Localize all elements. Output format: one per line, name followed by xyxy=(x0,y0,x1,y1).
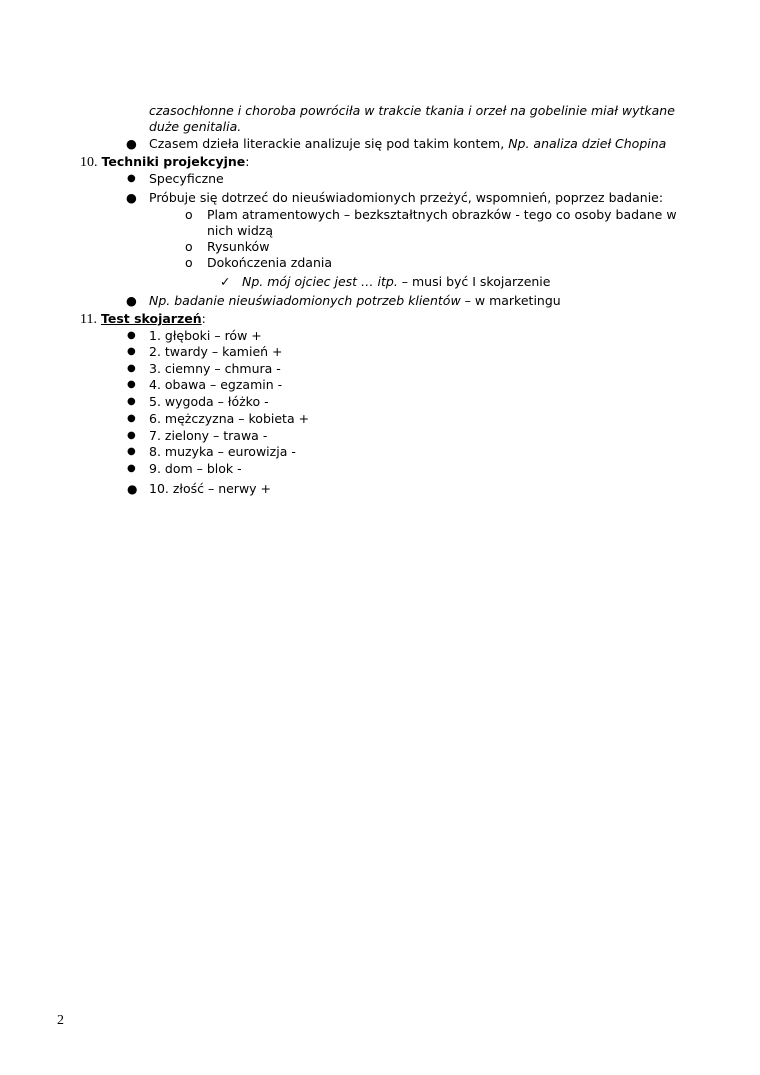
sub-list-item: Plam atramentowych – bezkształtnych obrazków - tego co osoby badane w xyxy=(207,207,677,222)
section-number: 11. xyxy=(80,312,97,327)
bullet-icon: ● xyxy=(127,363,136,374)
paragraph-continuation: czasochłonne i choroba powróciła w trakcie tkania i orzeł na gobelinie miał wytkane xyxy=(149,103,675,118)
sub-list-item-continuation: nich widzą xyxy=(207,223,274,238)
bullet-icon: ● xyxy=(127,396,136,407)
list-item-example: Np. analiza dzieł Chopina xyxy=(508,136,667,151)
association-item: 5. wygoda – łóżko - xyxy=(149,394,269,409)
association-item: 2. twardy – kamień + xyxy=(149,344,283,359)
list-item: Próbuje się dotrzeć do nieuświadomionych przeżyć, wspomnień, poprzez badanie: xyxy=(149,190,664,205)
association-item: 9. dom – blok - xyxy=(149,461,242,476)
list-item xyxy=(149,136,666,152)
example-text: Np. badanie nieuświadomionych potrzeb klientów xyxy=(149,293,461,308)
checkmark-icon: ✓ xyxy=(220,274,231,289)
list-item xyxy=(149,293,561,309)
association-item: 1. głęboki – rów + xyxy=(149,328,262,343)
page-number: 2 xyxy=(57,1013,64,1028)
bullet-icon: ● xyxy=(127,379,136,390)
association-item: 6. mężczyzna – kobieta + xyxy=(149,411,310,426)
association-item: 10. złość – nerwy + xyxy=(149,481,272,496)
bullet-icon: ● xyxy=(126,136,137,151)
section-colon: : xyxy=(201,311,206,326)
section-number: 10. xyxy=(80,155,98,170)
list-item-text: Czasem dzieła literackie analizuje się pod takim kontem, xyxy=(149,136,509,151)
example-note: – w marketingu xyxy=(460,293,561,308)
bullet-icon: ● xyxy=(127,413,136,424)
bullet-icon: ● xyxy=(127,346,136,357)
bullet-icon: ● xyxy=(126,190,137,205)
section-colon: : xyxy=(245,154,250,169)
sub-list-item: Rysunków xyxy=(207,239,270,254)
bullet-icon: ● xyxy=(127,482,138,496)
section-title: Test skojarzeń xyxy=(100,311,202,326)
sub-bullet-icon: o xyxy=(185,239,193,254)
association-item: 4. obawa – egzamin - xyxy=(149,377,283,392)
check-list-item xyxy=(242,274,550,290)
example-text: Np. mój ojciec jest … itp. xyxy=(242,274,398,289)
association-item: 7. zielony – trawa - xyxy=(149,428,268,443)
list-item: Specyficzne xyxy=(149,171,224,186)
sub-bullet-icon: o xyxy=(185,255,193,270)
section-heading-11 xyxy=(80,311,206,327)
bullet-icon: ● xyxy=(126,293,137,308)
section-heading-10 xyxy=(80,154,249,170)
bullet-icon: ● xyxy=(127,173,136,184)
sub-bullet-icon: o xyxy=(185,207,193,222)
example-note: – musi być I skojarzenie xyxy=(397,274,551,289)
section-title: Techniki projekcyjne xyxy=(101,154,246,169)
association-item: 8. muzyka – eurowizja - xyxy=(149,444,296,459)
association-item: 3. ciemny – chmura - xyxy=(149,361,281,376)
sub-list-item: Dokończenia zdania xyxy=(207,255,332,270)
bullet-icon: ● xyxy=(127,463,136,474)
paragraph-continuation: duże genitalia. xyxy=(149,119,242,134)
bullet-icon: ● xyxy=(127,446,136,457)
bullet-icon: ● xyxy=(127,330,136,341)
bullet-icon: ● xyxy=(127,430,136,441)
